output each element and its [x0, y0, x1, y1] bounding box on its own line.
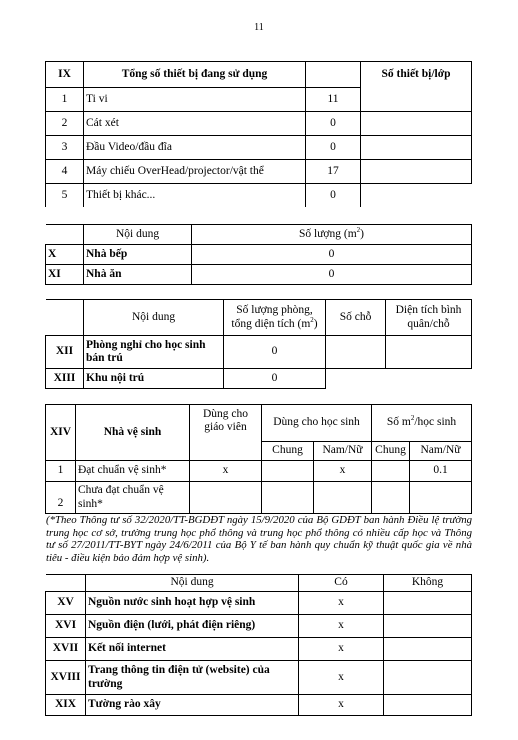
header-qty-cell: [306, 62, 361, 88]
item-name: Chưa đạt chuẩn vệ sinh*: [76, 482, 190, 514]
table-row: [46, 461, 472, 482]
section-code: X: [46, 245, 84, 265]
table-row: [46, 592, 472, 615]
item-name: Nguồn điện (lưới, phát điện riêng): [86, 615, 299, 638]
row-number: 3: [46, 136, 84, 160]
item-name: Trang thông tin điện tử (website) của trường: [86, 661, 299, 695]
table-row: [46, 245, 472, 265]
row-number: 2: [46, 112, 84, 136]
kitchen-table: [45, 224, 472, 285]
section-code: XIII: [46, 369, 84, 389]
per-class-cell: [361, 112, 472, 136]
item-name: Khu nội trú: [84, 369, 224, 389]
footnote: (*Theo Thông tư số 32/2020/TT-BGDĐT ngày 15/9/2020 của Bộ GDĐT ban hành Điều lệ trường trung học cơ sở, trường trung học phổ thông và trung học phổ thông có nhiều cấp học và Thông tư số 27/2011/TT-BYT ngày 24/6/2011 của Bộ Y tế ban hành quy chuẩn kỹ thuật quốc gia về nhà tiêu - điều kiện bảo đảm hợp vệ sinh).: [46, 514, 472, 565]
row-number: 1: [46, 88, 84, 112]
header-seats: Số chỗ: [326, 300, 386, 336]
table-row: [46, 336, 472, 369]
header-per-class: Số thiết bị/lớp: [361, 62, 472, 112]
table-header-row: [46, 405, 472, 442]
header-shared: Chung: [262, 442, 314, 461]
table-row: [46, 265, 472, 285]
table-row: [46, 112, 472, 136]
item-name: Đạt chuẩn vệ sinh*: [76, 461, 190, 482]
toilet-table: [45, 404, 472, 514]
item-name: Cát xét: [84, 112, 306, 136]
item-qty: 0: [192, 245, 472, 265]
table-row: [46, 615, 472, 638]
section-title: Nhà vệ sinh: [76, 405, 190, 461]
item-qty: 11: [306, 88, 361, 112]
header-no: Không: [384, 575, 472, 592]
table-row: [46, 160, 472, 184]
row-number: 4: [46, 160, 84, 184]
header-qty: Số lượng $(m^2)$: [192, 225, 472, 245]
header-yes: Có: [299, 575, 384, 592]
item-qty: 0: [306, 184, 361, 207]
table-row: [46, 638, 472, 661]
item-qty: 0: [224, 369, 326, 389]
teacher-mark: x: [190, 461, 262, 482]
item-name: Phòng nghỉ cho học sinh bán trú: [84, 336, 224, 369]
header-teacher: Dùng cho giáo viên: [190, 405, 262, 461]
row-number: 2: [46, 482, 76, 514]
section-code: XV: [46, 592, 86, 615]
table-header-row: [46, 225, 472, 245]
header-content: Nội dung: [86, 575, 299, 592]
item-name: Kết nối internet: [86, 638, 299, 661]
section-code: IX: [46, 62, 84, 88]
header-student: Dùng cho học sinh: [262, 405, 372, 442]
table-row: [46, 184, 472, 207]
yes-mark: x: [299, 592, 384, 615]
item-qty: 0: [224, 336, 326, 369]
table-header-row: [46, 300, 472, 336]
utilities-table: [45, 574, 472, 716]
item-name: Nguồn nước sinh hoạt hợp vệ sinh: [86, 592, 299, 615]
item-qty: 0: [306, 136, 361, 160]
item-name: Tường rào xây: [86, 695, 299, 716]
section-code: XVIII: [46, 661, 86, 695]
section-code: XI: [46, 265, 84, 285]
item-qty: 17: [306, 160, 361, 184]
student-mark: x: [314, 461, 372, 482]
page-number: 11: [254, 22, 264, 33]
section-code: XVI: [46, 615, 86, 638]
item-name: Nhà bếp: [84, 245, 192, 265]
row-number: 1: [46, 461, 76, 482]
item-name: Máy chiếu OverHead/projector/vật thể: [84, 160, 306, 184]
table-row: [46, 482, 472, 514]
table-row: [46, 661, 472, 695]
section-code: XVII: [46, 638, 86, 661]
header-male-female: Nam/Nữ: [410, 442, 472, 461]
yes-mark: x: [299, 695, 384, 716]
header-qty: Số lượng phòng, tổng diện tích $(m^2)$: [224, 300, 326, 336]
section-code: XIX: [46, 695, 86, 716]
header-area-per-student: Số $m^2$/học sinh: [372, 405, 472, 442]
table-row: [46, 136, 472, 160]
area-value: 0.1: [410, 461, 472, 482]
header-content: Nội dung: [84, 225, 192, 245]
item-name: Ti vi: [84, 88, 306, 112]
per-class-cell: [361, 136, 472, 160]
header-avg-area: Diện tích bình quân/chỗ: [386, 300, 472, 336]
header-content: Nội dung: [84, 300, 224, 336]
item-qty: 0: [306, 112, 361, 136]
section-code: XII: [46, 336, 84, 369]
boarding-table: [45, 299, 472, 389]
table-header-row: [46, 575, 472, 592]
header-shared: Chung: [372, 442, 410, 461]
yes-mark: x: [299, 661, 384, 695]
item-name: Thiết bị khác...: [84, 184, 306, 207]
item-qty: 0: [192, 265, 472, 285]
yes-mark: x: [299, 638, 384, 661]
per-class-cell: [361, 160, 472, 184]
row-number: 5: [46, 184, 84, 207]
section-code: XIV: [46, 405, 76, 461]
table-row: [46, 369, 472, 389]
equipment-table: [45, 61, 472, 207]
table-header-row: [46, 62, 472, 88]
yes-mark: x: [299, 615, 384, 638]
section-title: Tổng số thiết bị đang sử dụng: [84, 62, 306, 88]
table-row: [46, 695, 472, 716]
item-name: Đầu Video/đầu đĩa: [84, 136, 306, 160]
header-male-female: Nam/Nữ: [314, 442, 372, 461]
per-class-cell: [361, 184, 472, 207]
item-name: Nhà ăn: [84, 265, 192, 285]
